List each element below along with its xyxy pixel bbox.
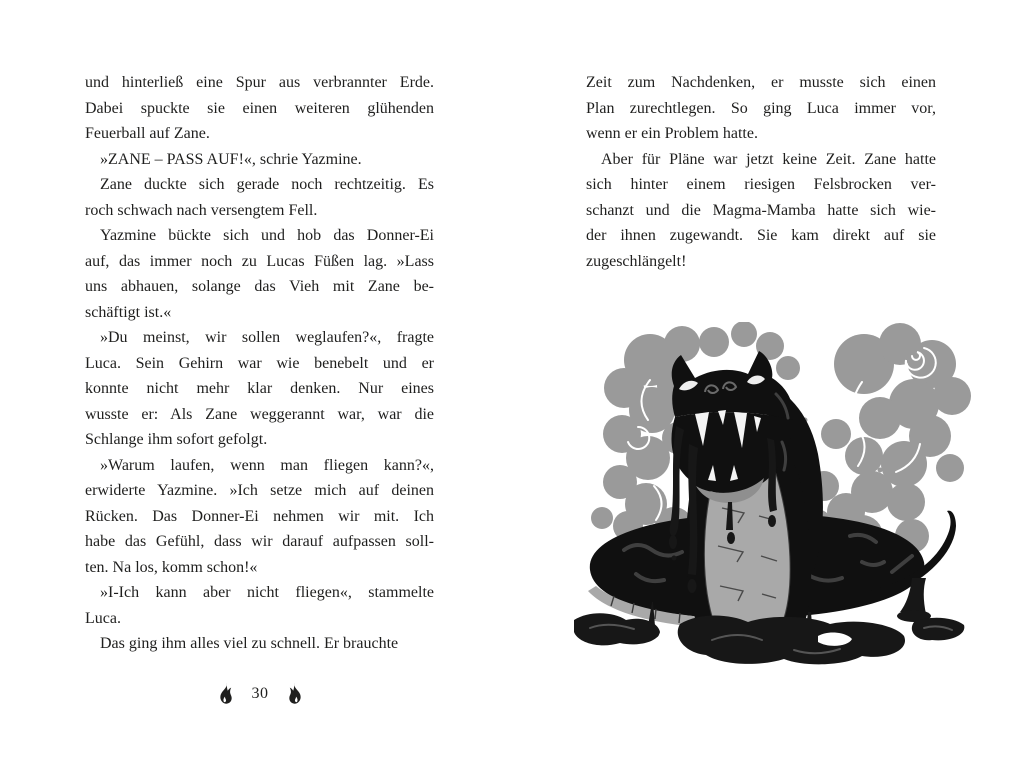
text-line: ten. Na los, komm schon!« bbox=[85, 558, 258, 576]
text-line: Zane duckte sich gerade noch rechtzeitig. Es bbox=[100, 176, 434, 193]
text-line: und hinterließ eine Spur aus verbrannter Erde. bbox=[85, 74, 434, 91]
text-line: Schlange ihm sofort gefolgt. bbox=[85, 431, 268, 448]
text-line: Feuerball auf Zane. bbox=[85, 125, 210, 142]
text-line: »Du meinst, wir sollen weglaufen?«, fragte bbox=[100, 329, 434, 346]
text-line: habe das Gefühl, dass wir darauf aufpassen soll- bbox=[85, 533, 434, 550]
text-line: Plan zurechtlegen. So ging Luca immer vor, bbox=[586, 99, 936, 117]
text-line: schanzt und die Magma-Mamba hatte sich wie- bbox=[586, 201, 936, 219]
text-line: »ZANE – PASS AUF!«, schrie Yazmine. bbox=[100, 150, 362, 168]
text-line: schäftigt ist.« bbox=[85, 303, 172, 321]
text-line: Luca. bbox=[85, 609, 121, 627]
page-footer bbox=[85, 681, 435, 706]
text-line: zugeschlängelt! bbox=[586, 252, 687, 270]
text-line: sich hinter einem riesigen Felsbrocken ver- bbox=[586, 176, 936, 193]
magma-mamba-illustration bbox=[562, 322, 982, 678]
text-line: Dabei spuckte sie einen weiteren glühenden bbox=[85, 99, 434, 117]
page-number: 30 bbox=[251, 684, 269, 702]
text-line: uns abhauen, solange das Vieh mit Zane be- bbox=[85, 278, 434, 295]
text-line: erwiderte Yazmine. »Ich setze mich auf deinen bbox=[85, 482, 434, 499]
text-line: konnte nicht mehr klar denken. Nur eines bbox=[85, 380, 434, 397]
text-line: Rücken. Das Donner-Ei nehmen wir mit. Ich bbox=[85, 507, 434, 525]
text-line: »I-Ich kann aber nicht fliegen«, stammelte bbox=[100, 584, 434, 601]
text-line: auf, das immer noch zu Lucas Füßen lag. »Lass bbox=[85, 252, 434, 270]
text-line: Yazmine bückte sich und hob das Donner-Ei bbox=[100, 227, 434, 244]
text-line: »Warum laufen, wenn man fliegen kann?«, bbox=[100, 456, 434, 474]
right-page-text bbox=[586, 70, 936, 274]
left-page-text bbox=[85, 70, 434, 657]
text-line: Luca. Sein Gehirn war wie benebelt und er bbox=[85, 354, 434, 372]
text-line: Zeit zum Nachdenken, er musste sich einen bbox=[586, 74, 936, 91]
text-line: der ihnen zugewandt. Sie kam direkt auf sie bbox=[586, 227, 936, 244]
text-line: Aber für Pläne war jetzt keine Zeit. Zane hatte bbox=[601, 150, 936, 168]
text-line: Das ging ihm alles viel zu schnell. Er brauchte bbox=[100, 635, 399, 652]
text-line: roch schwach nach versengtem Fell. bbox=[85, 201, 318, 219]
flame-icon bbox=[288, 681, 306, 706]
flame-icon bbox=[215, 681, 233, 706]
text-line: wusste er: Als Zane weggerannt war, war die bbox=[85, 405, 434, 423]
text-line: wenn er ein Problem hatte. bbox=[586, 125, 758, 142]
